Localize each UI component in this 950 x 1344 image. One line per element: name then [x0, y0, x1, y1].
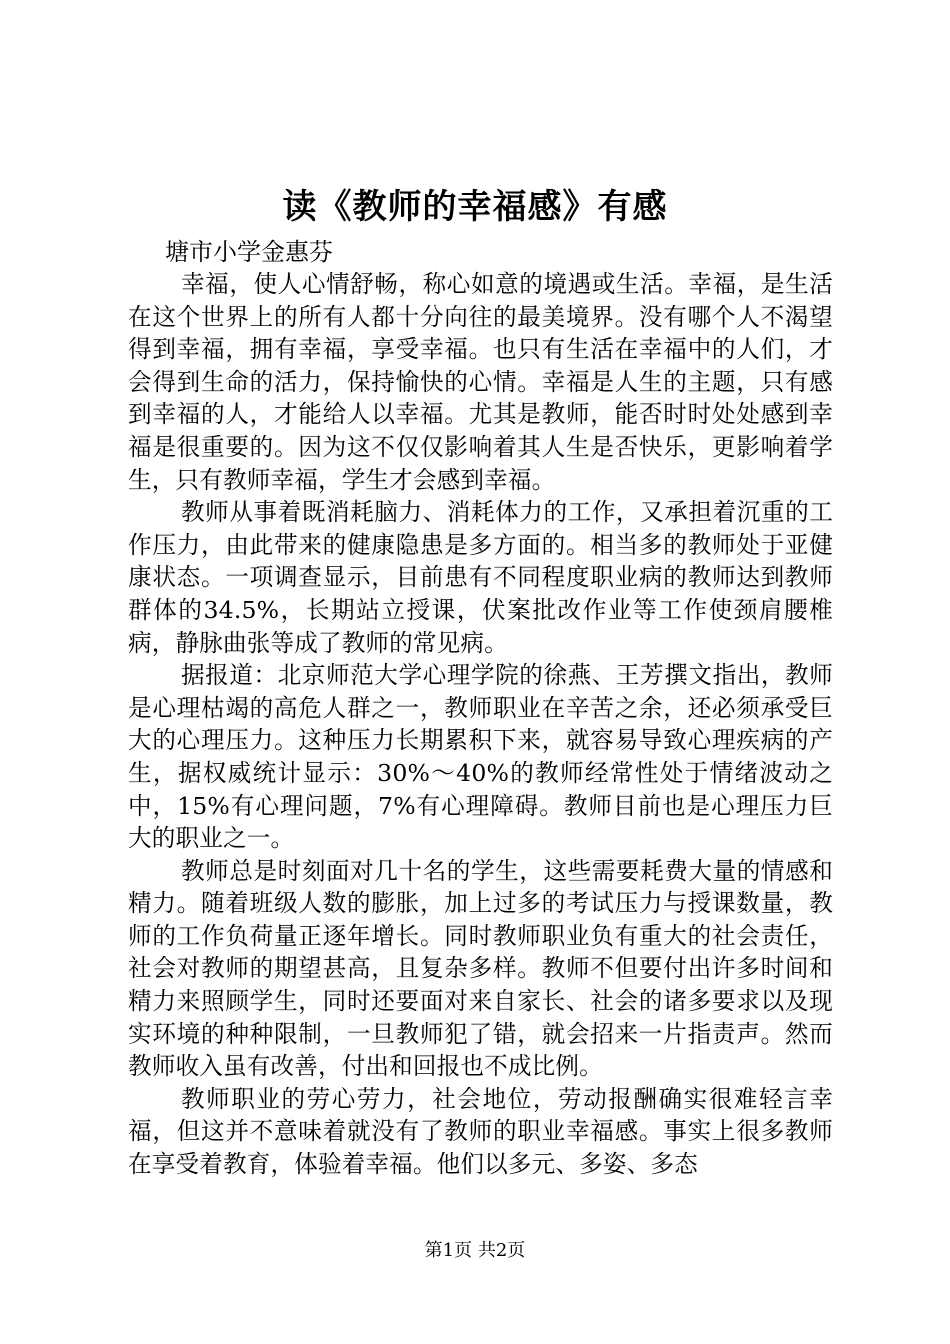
page-number-footer: 第1页 共2页: [424, 1240, 526, 1261]
paragraph-4: 教师总是时刻面对几十名的学生，这些需要耗费大量的情感和精力。随着班级人数的膨胀，加上过多的考试压力与授课数量，教师的工作负荷量正逐年增长。同时教师职业负有重大的社会责任，社会对教师的期望甚高，且复杂多样。教师不但要付出许多时间和精力来照顾学生，同时还要面对来自家长、社会的诸多要求以及现实环境的种种限制，一旦教师犯了错，就会招来一片指责声。然而教师收入虽有改善，付出和回报也不成比例。: [128, 856, 833, 1081]
paragraph-5: 教师职业的劳心劳力，社会地位，劳动报酬确实很难轻言幸福，但这并不意味着就没有了教师的职业幸福感。事实上很多教师在享受着教育，体验着幸福。他们以多元、多姿、多态: [128, 1084, 833, 1179]
document-body: [128, 236, 833, 1181]
paragraph-3: 据报道：北京师范大学心理学院的徐燕、王芳撰文指出，教师是心理枯竭的高危人群之一，教师职业在辛苦之余，还必须承受巨大的心理压力。这种压力长期累积下来，就容易导致心理疾病的产生，据权威统计显示：30%～40%的教师经常性处于情绪波动之中，15%有心理问题，7%有心理障碍。教师目前也是心理压力巨大的职业之一。: [128, 661, 833, 853]
paragraph-2: 教师从事着既消耗脑力、消耗体力的工作，又承担着沉重的工作压力，由此带来的健康隐患是多方面的。相当多的教师处于亚健康状态。一项调查显示，目前患有不同程度职业病的教师达到教师群体的34.5%，长期站立授课，伏案批改作业等工作使颈肩腰椎病，静脉曲张等成了教师的常见病。: [128, 498, 833, 657]
author-line: 塘市小学金惠芬: [165, 238, 333, 266]
paragraph-1: 幸福，使人心情舒畅，称心如意的境遇或生活。幸福，是生活在这个世界上的所有人都十分向往的最美境界。没有哪个人不渴望得到幸福，拥有幸福，享受幸福。也只有生活在幸福中的人们，才会得到生命的活力，保持愉快的心情。幸福是人生的主题，只有感到幸福的人，才能给人以幸福。尤其是教师，能否时时处处感到幸福是很重要的。因为这不仅仅影响着其人生是否快乐，更影响着学生，只有教师幸福，学生才会感到幸福。: [128, 270, 833, 494]
document-title: 读《教师的幸福感》有感: [282, 187, 668, 227]
